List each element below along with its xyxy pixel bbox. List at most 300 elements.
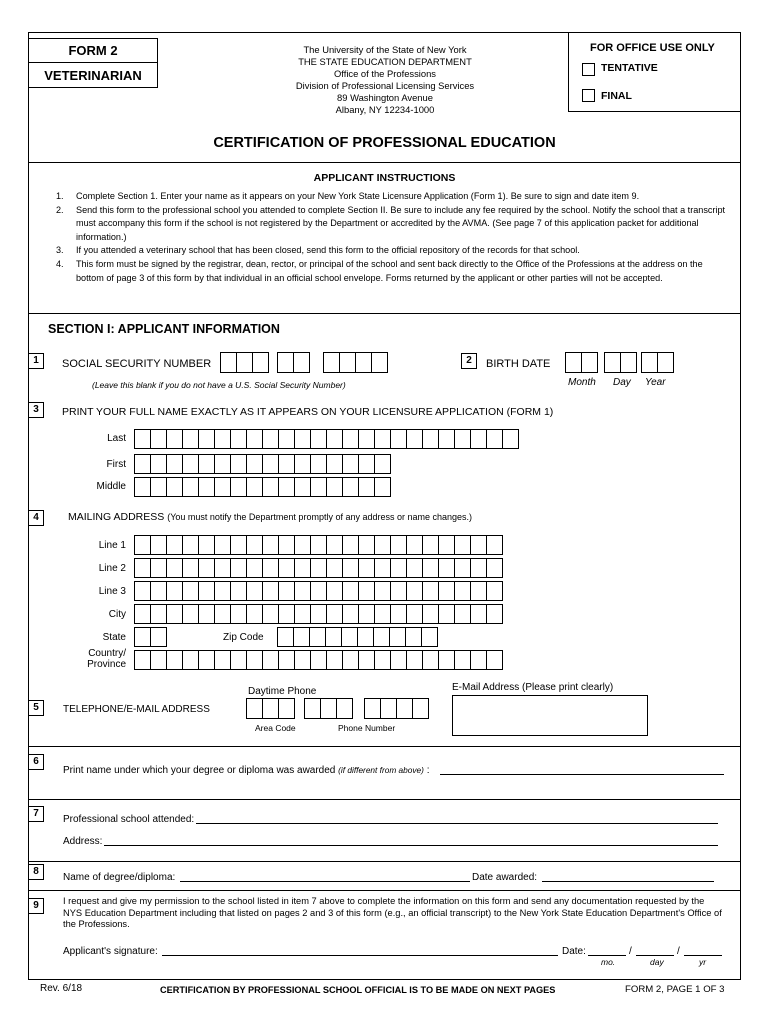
input-cell[interactable] — [374, 650, 391, 670]
input-cell[interactable] — [336, 698, 353, 719]
input-cell[interactable] — [454, 429, 471, 449]
input-cell[interactable] — [486, 429, 503, 449]
input-cell[interactable] — [390, 604, 407, 624]
input-cell[interactable] — [150, 604, 167, 624]
input-cell[interactable] — [342, 581, 359, 601]
input-cell[interactable] — [246, 604, 263, 624]
input-cell[interactable] — [390, 581, 407, 601]
input-cell[interactable] — [310, 604, 327, 624]
section1-heading: SECTION I: APPLICANT INFORMATION — [48, 322, 280, 336]
input-cell[interactable] — [310, 429, 327, 449]
input-cell[interactable] — [342, 429, 359, 449]
input-cell[interactable] — [278, 650, 295, 670]
item-1-number: 1 — [28, 353, 44, 369]
input-cell[interactable] — [134, 477, 151, 497]
agency-line: The University of the State of New York — [303, 44, 467, 55]
input-cell[interactable] — [214, 558, 231, 578]
country-label-line2: Province — [87, 659, 126, 670]
birth-day-label: Day — [613, 377, 631, 388]
input-cell[interactable] — [390, 535, 407, 555]
input-cell[interactable] — [326, 429, 343, 449]
input-cell[interactable] — [236, 352, 253, 373]
input-cell[interactable] — [150, 627, 167, 647]
input-cell[interactable] — [326, 477, 343, 497]
input-cell[interactable] — [309, 627, 326, 647]
degree-name-field[interactable] — [440, 774, 724, 775]
input-cell[interactable] — [278, 604, 295, 624]
input-cell[interactable] — [325, 627, 342, 647]
input-cell[interactable] — [390, 429, 407, 449]
input-cell[interactable] — [294, 581, 311, 601]
birth-month-label: Month — [568, 377, 596, 388]
input-cell[interactable] — [341, 627, 358, 647]
input-cell[interactable] — [182, 581, 199, 601]
input-cell[interactable] — [262, 454, 279, 474]
input-cell[interactable] — [326, 535, 343, 555]
input-cell[interactable] — [389, 627, 406, 647]
input-cell[interactable] — [486, 650, 503, 670]
telephone-label: TELEPHONE/E-MAIL ADDRESS — [63, 704, 210, 715]
input-cell[interactable] — [246, 650, 263, 670]
input-cell[interactable] — [246, 581, 263, 601]
instructions-divider — [28, 313, 741, 314]
input-cell[interactable] — [342, 604, 359, 624]
input-cell[interactable] — [150, 581, 167, 601]
input-cell[interactable] — [470, 581, 487, 601]
daytime-phone-label: Daytime Phone — [248, 686, 317, 697]
input-cell[interactable] — [198, 454, 215, 474]
input-cell[interactable] — [182, 604, 199, 624]
input-cell[interactable] — [364, 698, 381, 719]
input-cell[interactable] — [454, 650, 471, 670]
input-cell[interactable] — [422, 558, 439, 578]
birth-month-cells[interactable] — [565, 352, 597, 373]
input-cell[interactable] — [339, 352, 356, 373]
input-cell[interactable] — [246, 477, 263, 497]
input-cell[interactable] — [310, 581, 327, 601]
agency-line: THE STATE EDUCATION DEPARTMENT — [298, 56, 472, 67]
input-cell[interactable] — [277, 352, 294, 373]
mailing-address-title: MAILING ADDRESS — [68, 511, 165, 523]
instructions-heading: APPLICANT INSTRUCTIONS — [313, 172, 456, 184]
final-checkbox[interactable] — [582, 89, 595, 102]
date-slash: / — [629, 946, 632, 957]
middle-name-label: Middle — [96, 481, 126, 492]
input-cell[interactable] — [166, 429, 183, 449]
input-cell[interactable] — [294, 454, 311, 474]
line1-label: Line 1 — [98, 540, 126, 551]
middle-name-cells[interactable] — [134, 477, 390, 497]
input-cell[interactable] — [166, 477, 183, 497]
input-cell[interactable] — [198, 535, 215, 555]
input-cell[interactable] — [166, 535, 183, 555]
instruction-number: 4. — [56, 258, 64, 269]
item7-divider — [28, 861, 741, 862]
input-cell[interactable] — [166, 604, 183, 624]
input-cell[interactable] — [278, 535, 295, 555]
input-cell[interactable] — [230, 650, 247, 670]
input-cell[interactable] — [310, 535, 327, 555]
input-cell[interactable] — [262, 535, 279, 555]
degree-field[interactable] — [180, 881, 470, 882]
input-cell[interactable] — [657, 352, 674, 373]
profession: VETERINARIAN — [44, 68, 142, 83]
input-cell[interactable] — [470, 535, 487, 555]
input-cell[interactable] — [134, 558, 151, 578]
input-cell[interactable] — [342, 535, 359, 555]
input-cell[interactable] — [150, 429, 167, 449]
input-cell[interactable] — [565, 352, 582, 373]
item-6-number: 6 — [28, 754, 44, 770]
input-cell[interactable] — [355, 352, 372, 373]
state-cells[interactable] — [134, 627, 166, 647]
input-cell[interactable] — [278, 581, 295, 601]
input-cell[interactable] — [262, 429, 279, 449]
input-cell[interactable] — [438, 604, 455, 624]
school-address-field[interactable] — [104, 845, 718, 846]
birth-year-cells[interactable] — [641, 352, 673, 373]
input-cell[interactable] — [182, 429, 199, 449]
instruction-text: This form must be signed by the registrar, dean, rector, or principal of the school and sent back directly to the Office of the Professions at the address on the bottom of page 3 of this form by that individual in an official school envelope. Forms returned by the applicant or other parties will not be accepted. — [76, 258, 703, 283]
input-cell[interactable] — [486, 604, 503, 624]
last-name-cells[interactable] — [134, 429, 518, 449]
office-use-title: FOR OFFICE USE ONLY — [590, 42, 715, 54]
input-cell[interactable] — [294, 477, 311, 497]
input-cell[interactable] — [278, 698, 295, 719]
input-cell[interactable] — [262, 581, 279, 601]
permission-text: I request and give my permission to the school listed in item 7 above to complete the information on this form and send any documentation requested by the NYS Education Department including that listed on pages 2 and 3 of this form (e.g., an official transcript) to the New York State Education Department's Office of the Professions. — [63, 896, 722, 929]
input-cell[interactable] — [454, 604, 471, 624]
input-cell[interactable] — [358, 535, 375, 555]
input-cell[interactable] — [277, 627, 294, 647]
input-cell[interactable] — [246, 429, 263, 449]
input-cell[interactable] — [581, 352, 598, 373]
signature-label: Applicant's signature: — [63, 946, 158, 957]
line2-cells[interactable] — [134, 558, 502, 578]
school-label: Professional school attended: — [63, 814, 195, 825]
email-field[interactable] — [452, 695, 648, 736]
input-cell[interactable] — [470, 429, 487, 449]
line3-label: Line 3 — [98, 586, 126, 597]
input-cell[interactable] — [278, 558, 295, 578]
sign-month-field[interactable] — [588, 955, 626, 956]
input-cell[interactable] — [230, 454, 247, 474]
input-cell[interactable] — [412, 698, 429, 719]
input-cell[interactable] — [406, 581, 423, 601]
input-cell[interactable] — [166, 558, 183, 578]
input-cell[interactable] — [422, 650, 439, 670]
input-cell[interactable] — [310, 650, 327, 670]
input-cell[interactable] — [230, 429, 247, 449]
input-cell[interactable] — [374, 477, 391, 497]
mailing-address-note: (You must notify the Department promptly of any address or name changes.) — [167, 512, 473, 522]
input-cell[interactable] — [358, 477, 375, 497]
input-cell[interactable] — [246, 698, 263, 719]
birth-day-cells[interactable] — [604, 352, 636, 373]
input-cell[interactable] — [390, 650, 407, 670]
input-cell[interactable] — [246, 558, 263, 578]
last-name-label: Last — [107, 433, 126, 444]
input-cell[interactable] — [294, 535, 311, 555]
input-cell[interactable] — [220, 352, 237, 373]
input-cell[interactable] — [380, 698, 397, 719]
input-cell[interactable] — [438, 650, 455, 670]
input-cell[interactable] — [320, 698, 337, 719]
input-cell[interactable] — [150, 558, 167, 578]
first-name-cells[interactable] — [134, 454, 390, 474]
line3-cells[interactable] — [134, 581, 502, 601]
input-cell[interactable] — [214, 454, 231, 474]
input-cell[interactable] — [262, 650, 279, 670]
page-number: FORM 2, PAGE 1 OF 3 — [625, 984, 725, 995]
input-cell[interactable] — [230, 604, 247, 624]
input-cell[interactable] — [182, 650, 199, 670]
item-4-number: 4 — [28, 510, 44, 526]
school-field[interactable] — [196, 823, 718, 824]
sign-day-field[interactable] — [636, 955, 674, 956]
first-name-label: First — [106, 459, 126, 470]
input-cell[interactable] — [150, 454, 167, 474]
degree-name-note: (if different from above) — [338, 765, 424, 775]
input-cell[interactable] — [470, 604, 487, 624]
input-cell[interactable] — [454, 535, 471, 555]
ssn-note: (Leave this blank if you do not have a U.S. Social Security Number) — [92, 380, 346, 390]
input-cell[interactable] — [326, 581, 343, 601]
input-cell[interactable] — [358, 429, 375, 449]
input-cell[interactable] — [293, 352, 310, 373]
agency-line: 89 Washington Avenue — [337, 92, 433, 103]
input-cell[interactable] — [486, 558, 503, 578]
ssn-cells-group2[interactable] — [277, 352, 309, 373]
input-cell[interactable] — [182, 477, 199, 497]
input-cell[interactable] — [262, 477, 279, 497]
input-cell[interactable] — [326, 604, 343, 624]
instruction-item — [50, 204, 730, 245]
input-cell[interactable] — [421, 627, 438, 647]
input-cell[interactable] — [604, 352, 621, 373]
instruction-text: Send this form to the professional school you attended to complete Section II. Be sure to include any fee required by the school. Notify the school that a transcript must accompany this form if the school is not registered by the Department or accredited by the AVMA. (See page 7 of this application packet for additional information.) — [76, 204, 726, 242]
input-cell[interactable] — [438, 429, 455, 449]
full-name-label: PRINT YOUR FULL NAME EXACTLY AS IT APPEARS ON YOUR LICENSURE APPLICATION (FORM 1) — [62, 406, 554, 418]
ssn-cells-group1[interactable] — [220, 352, 268, 373]
input-cell[interactable] — [406, 558, 423, 578]
input-cell[interactable] — [230, 477, 247, 497]
input-cell[interactable] — [422, 604, 439, 624]
input-cell[interactable] — [405, 627, 422, 647]
country-cells[interactable] — [134, 650, 502, 670]
city-cells[interactable] — [134, 604, 502, 624]
input-cell[interactable] — [230, 581, 247, 601]
input-cell[interactable] — [198, 558, 215, 578]
input-cell[interactable] — [374, 454, 391, 474]
input-cell[interactable] — [182, 558, 199, 578]
sign-month-label: mo. — [601, 957, 616, 967]
agency-line: Albany, NY 12234-1000 — [335, 104, 435, 115]
item-3-number: 3 — [28, 402, 44, 418]
input-cell[interactable] — [198, 477, 215, 497]
input-cell[interactable] — [150, 477, 167, 497]
input-cell[interactable] — [342, 650, 359, 670]
agency-line: Division of Professional Licensing Services — [295, 80, 475, 91]
input-cell[interactable] — [134, 627, 151, 647]
input-cell[interactable] — [214, 604, 231, 624]
input-cell[interactable] — [390, 558, 407, 578]
input-cell[interactable] — [310, 454, 327, 474]
input-cell[interactable] — [422, 535, 439, 555]
item-9-number: 9 — [28, 898, 44, 914]
input-cell[interactable] — [486, 535, 503, 555]
input-cell[interactable] — [406, 535, 423, 555]
ssn-cells-group3[interactable] — [323, 352, 387, 373]
sign-day-label: day — [650, 957, 664, 967]
input-cell[interactable] — [358, 604, 375, 624]
input-cell[interactable] — [323, 352, 340, 373]
input-cell[interactable] — [358, 581, 375, 601]
input-cell[interactable] — [374, 558, 391, 578]
input-cell[interactable] — [422, 581, 439, 601]
sign-year-label: yr — [699, 957, 707, 967]
input-cell[interactable] — [342, 558, 359, 578]
input-cell[interactable] — [134, 429, 151, 449]
line1-cells[interactable] — [134, 535, 502, 555]
input-cell[interactable] — [310, 558, 327, 578]
instruction-item — [50, 190, 730, 204]
input-cell[interactable] — [166, 454, 183, 474]
input-cell[interactable] — [374, 581, 391, 601]
input-cell[interactable] — [150, 535, 167, 555]
input-cell[interactable] — [214, 477, 231, 497]
input-cell[interactable] — [262, 698, 279, 719]
input-cell[interactable] — [326, 558, 343, 578]
input-cell[interactable] — [278, 454, 295, 474]
input-cell[interactable] — [438, 535, 455, 555]
input-cell[interactable] — [326, 650, 343, 670]
instruction-item — [50, 258, 730, 285]
input-cell[interactable] — [454, 558, 471, 578]
input-cell[interactable] — [214, 429, 231, 449]
input-cell[interactable] — [214, 581, 231, 601]
zip-cells[interactable] — [277, 627, 437, 647]
input-cell[interactable] — [166, 650, 183, 670]
input-cell[interactable] — [230, 558, 247, 578]
input-cell[interactable] — [230, 535, 247, 555]
input-cell[interactable] — [252, 352, 269, 373]
input-cell[interactable] — [406, 650, 423, 670]
input-cell[interactable] — [182, 454, 199, 474]
input-cell[interactable] — [134, 604, 151, 624]
instruction-number: 3. — [56, 245, 64, 256]
sign-year-field[interactable] — [684, 955, 722, 956]
input-cell[interactable] — [262, 558, 279, 578]
input-cell[interactable] — [134, 650, 151, 670]
input-cell[interactable] — [342, 454, 359, 474]
area-code-cells[interactable] — [246, 698, 294, 719]
input-cell[interactable] — [310, 477, 327, 497]
input-cell[interactable] — [342, 477, 359, 497]
input-cell[interactable] — [396, 698, 413, 719]
input-cell[interactable] — [454, 581, 471, 601]
input-cell[interactable] — [214, 535, 231, 555]
item5-divider — [28, 746, 741, 747]
input-cell[interactable] — [134, 535, 151, 555]
input-cell[interactable] — [358, 558, 375, 578]
input-cell[interactable] — [422, 429, 439, 449]
item8-divider — [28, 890, 741, 891]
line2-label: Line 2 — [98, 563, 126, 574]
input-cell[interactable] — [438, 581, 455, 601]
input-cell[interactable] — [357, 627, 374, 647]
phone-number-label: Phone Number — [338, 723, 396, 733]
input-cell[interactable] — [294, 604, 311, 624]
title-divider — [28, 162, 741, 163]
area-code-label: Area Code — [255, 723, 296, 733]
phone-prefix-cells[interactable] — [304, 698, 352, 719]
input-cell[interactable] — [294, 558, 311, 578]
input-cell[interactable] — [374, 535, 391, 555]
input-cell[interactable] — [294, 650, 311, 670]
input-cell[interactable] — [373, 627, 390, 647]
input-cell[interactable] — [294, 429, 311, 449]
country-label — [70, 648, 126, 670]
input-cell[interactable] — [470, 558, 487, 578]
input-cell[interactable] — [374, 429, 391, 449]
input-cell[interactable] — [262, 604, 279, 624]
input-cell[interactable] — [134, 454, 151, 474]
instruction-number: 1. — [56, 191, 64, 201]
input-cell[interactable] — [214, 650, 231, 670]
input-cell[interactable] — [438, 558, 455, 578]
input-cell[interactable] — [182, 535, 199, 555]
input-cell[interactable] — [198, 429, 215, 449]
input-cell[interactable] — [198, 604, 215, 624]
input-cell[interactable] — [470, 650, 487, 670]
input-cell[interactable] — [278, 429, 295, 449]
input-cell[interactable] — [278, 477, 295, 497]
input-cell[interactable] — [641, 352, 658, 373]
tentative-checkbox[interactable] — [582, 63, 595, 76]
input-cell[interactable] — [358, 650, 375, 670]
date-awarded-field[interactable] — [542, 881, 714, 882]
instruction-text: If you attended a veterinary school that has been closed, send this form to the official repository of the records for that school. — [76, 245, 580, 256]
school-address-label: Address: — [63, 836, 103, 847]
signature-field[interactable] — [162, 955, 558, 956]
input-cell[interactable] — [293, 627, 310, 647]
input-cell[interactable] — [166, 581, 183, 601]
input-cell[interactable] — [326, 454, 343, 474]
input-cell[interactable] — [198, 650, 215, 670]
input-cell[interactable] — [358, 454, 375, 474]
instruction-item — [50, 244, 730, 258]
state-label: State — [102, 632, 126, 643]
input-cell[interactable] — [486, 581, 503, 601]
instruction-text: Complete Section 1. Enter your name as it appears on your New York State Licensure Application (Form 1). Be sure to sign and date item 9. — [76, 191, 640, 201]
input-cell[interactable] — [406, 604, 423, 624]
input-cell[interactable] — [620, 352, 637, 373]
input-cell[interactable] — [134, 581, 151, 601]
degree-name-label — [63, 765, 430, 776]
input-cell[interactable] — [246, 454, 263, 474]
input-cell[interactable] — [304, 698, 321, 719]
input-cell[interactable] — [371, 352, 388, 373]
final-label: FINAL — [601, 90, 632, 102]
input-cell[interactable] — [502, 429, 519, 449]
input-cell[interactable] — [406, 429, 423, 449]
input-cell[interactable] — [374, 604, 391, 624]
phone-line-cells[interactable] — [364, 698, 428, 719]
input-cell[interactable] — [150, 650, 167, 670]
input-cell[interactable] — [246, 535, 263, 555]
input-cell[interactable] — [198, 581, 215, 601]
